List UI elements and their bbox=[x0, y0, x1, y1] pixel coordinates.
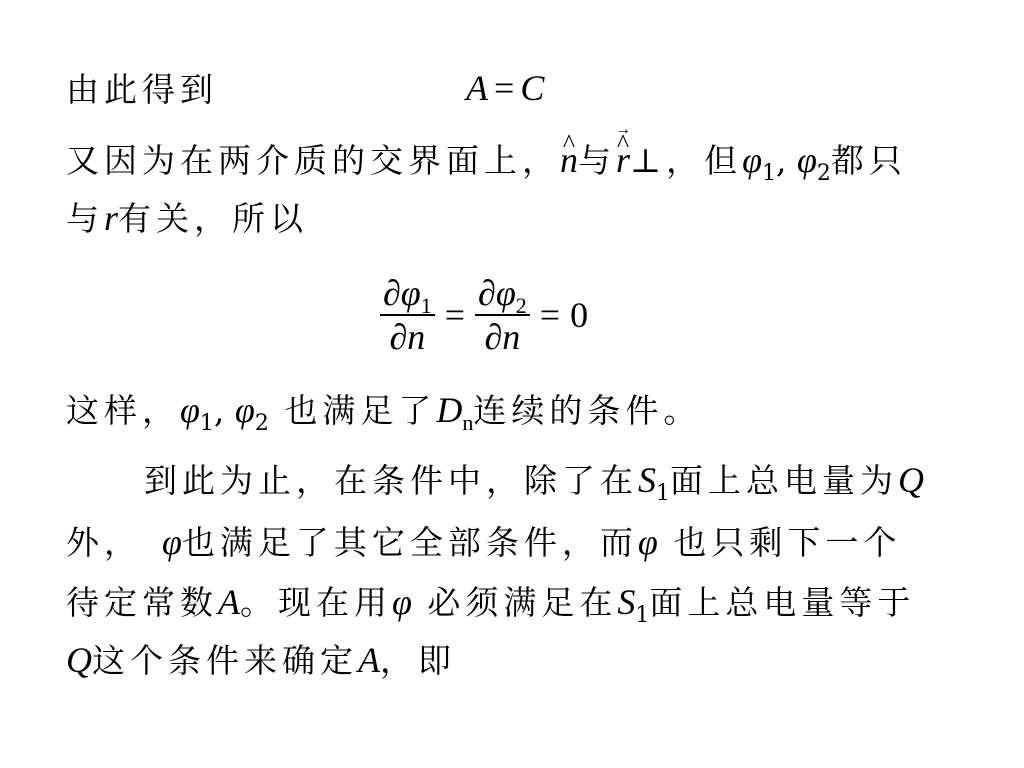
fraction-1-denominator: ∂n bbox=[389, 317, 426, 357]
r-symbol: r bbox=[104, 198, 119, 238]
phi1-symbol: φ bbox=[742, 140, 762, 180]
n-hat-symbol: ^ n bbox=[560, 140, 578, 180]
phi1-symbol: φ bbox=[180, 390, 200, 430]
fraction-1 bbox=[380, 272, 435, 358]
para2-line-3 bbox=[66, 582, 916, 628]
para2-l4-text1: 这个条件来确定 bbox=[92, 641, 358, 680]
line3-text1: 与 bbox=[66, 199, 104, 238]
para2-l3-text4: 面上总电量等于 bbox=[649, 583, 916, 622]
line2-with: 与 bbox=[578, 141, 616, 180]
para2-l4-text2: ，即 bbox=[380, 641, 456, 680]
para2-line-2 bbox=[66, 522, 901, 563]
para2-line-4 bbox=[66, 640, 456, 681]
line4-text1: 这样， bbox=[66, 391, 180, 430]
para2-l3-text1: 待定常数 bbox=[66, 583, 218, 622]
line4-comma: , bbox=[213, 391, 235, 430]
para2-l2-text3: 也只剩下一个 bbox=[657, 523, 902, 562]
eq-op: = bbox=[494, 68, 515, 108]
eq-rhs: C bbox=[520, 68, 545, 108]
phi2-symbol: φ bbox=[234, 390, 255, 430]
eq-lhs: A bbox=[466, 68, 488, 108]
equals-2: = bbox=[539, 295, 561, 335]
phi-symbol: φ bbox=[392, 582, 412, 622]
S-subscript: 1 bbox=[635, 603, 650, 628]
fraction-2-denominator: ∂n bbox=[484, 317, 521, 357]
A-symbol: A bbox=[358, 640, 380, 680]
para2-l2-text1: 外， bbox=[66, 523, 142, 562]
zero-value: 0 bbox=[570, 295, 589, 335]
phi1-subscript: 1 bbox=[199, 411, 214, 436]
text-line-1 bbox=[66, 70, 218, 110]
line4-text2: 也满足了 bbox=[268, 391, 437, 430]
text-line-3 bbox=[66, 198, 308, 239]
S-symbol: S bbox=[638, 460, 656, 500]
text-line-2 bbox=[66, 140, 907, 186]
S-subscript: 1 bbox=[656, 481, 670, 506]
line1-text: 由此得到 bbox=[66, 70, 218, 109]
phi-symbol: φ bbox=[162, 522, 182, 562]
para2-l3-text2: 。现在用 bbox=[240, 583, 392, 622]
D-subscript: n bbox=[462, 410, 474, 435]
line4-text3: 连续的条件。 bbox=[473, 391, 702, 430]
para2-l2-text2: 也满足了其它全部条件，而 bbox=[181, 523, 638, 562]
para2-l1-text2: 面上总电量为 bbox=[670, 461, 898, 500]
fraction-1-numerator: $\partial\varphi_1$ bbox=[383, 273, 432, 318]
phi-symbol: φ bbox=[637, 522, 658, 562]
line2-text1: 又因为在两介质的交界面上， bbox=[66, 141, 560, 180]
partial-derivative-equation bbox=[380, 272, 588, 358]
text-line-4 bbox=[66, 390, 702, 436]
D-symbol: D bbox=[436, 390, 463, 430]
equals-1: = bbox=[444, 295, 466, 335]
S-symbol: S bbox=[617, 582, 636, 622]
Q-symbol: Q bbox=[66, 640, 92, 680]
phi2-subscript: 2 bbox=[816, 161, 831, 186]
para2-line-1 bbox=[144, 460, 924, 506]
phi1-subscript: 1 bbox=[761, 161, 776, 186]
fraction-2-numerator: $\partial\varphi_2$ bbox=[478, 273, 527, 318]
line3-text2: 有关，所以 bbox=[118, 199, 309, 238]
fraction-2 bbox=[475, 272, 530, 358]
r-hat-symbol: ^ r → bbox=[616, 140, 630, 180]
phi2-subscript: 2 bbox=[254, 411, 269, 436]
para2-l3-text3: 必须满足在 bbox=[411, 583, 618, 622]
line2-perp-text: ⊥，但 bbox=[630, 141, 743, 180]
line2-comma: , bbox=[775, 141, 797, 180]
Q-symbol: Q bbox=[898, 460, 924, 500]
line2-text2: 都只 bbox=[830, 141, 907, 180]
equation-a-equals-c bbox=[466, 68, 544, 108]
phi2-symbol: φ bbox=[796, 140, 817, 180]
A-symbol: A bbox=[218, 582, 240, 622]
para2-l1-text1: 到此为止，在条件中，除了在 bbox=[144, 461, 638, 500]
